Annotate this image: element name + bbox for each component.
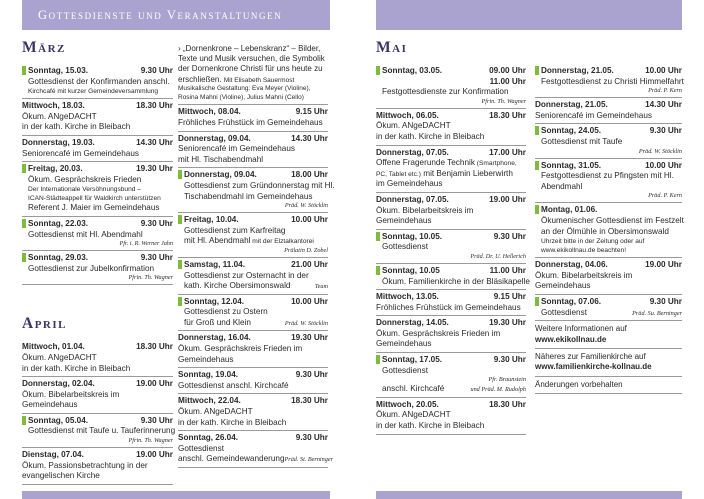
event-header [28,253,173,264]
event-small: www.ekikollnau.de beachten! [541,247,627,255]
event-item [376,353,526,398]
event-line: Ökum. Gesprächskreis Frieden im [178,344,303,354]
event-line-small: mit der Elztalkantorei [250,238,314,246]
event-line: Gottesdienst [178,443,224,453]
event-line-text: Offene Fragerunde Technik [376,158,475,168]
event-time: 10.00 Uhr [291,215,328,225]
event-credit: Präd. St. Berninger [284,456,333,464]
event-line [376,158,526,169]
event-date: Samstag, 11.04. [184,259,245,269]
month-title-may: Mai [376,39,408,56]
event-line: Ökum. Bibelarbeitskreis im [535,270,633,280]
event-header [376,292,526,303]
event-line: Gottesdienst [382,365,428,375]
info-text: Weitere Informationen auf [535,324,627,334]
event-header [22,450,173,461]
event-header [376,400,526,411]
event-date: Montag, 01.06. [541,205,598,215]
event-line: Gemeindehaus [376,216,432,226]
event-time: 19.30 Uhr [489,318,526,328]
event-header [535,100,682,111]
event-item [178,132,328,169]
event-header [22,342,173,353]
event-line: Seniorencafé im Gemeindehaus [535,110,652,120]
event-line: Seniorencafé im Gemeindehaus [22,148,139,158]
event-header [535,260,682,271]
event-time: 19.00 Uhr [645,260,682,270]
event-item [376,230,526,264]
event-header [28,416,173,427]
cont-line: Texte und Musik versuchen, die Symbolik [178,54,325,64]
event-header [541,297,682,308]
event-item [22,340,173,377]
event-credit: Präd. Dr. U. Hellerich [470,252,526,260]
event-item [376,316,526,353]
event-header [376,318,526,329]
event-date: Mittwoch, 08.04. [178,107,241,117]
event-line: Ökum. Passionsbetrachtung in der [22,460,148,470]
event-date: Sonntag, 03.05. [382,66,443,75]
event-line: Gemeindehaus [535,281,591,291]
event-date: Sonntag, 17.05. [382,355,443,365]
footer-band-right [376,491,682,499]
info-familienkirche [535,349,682,377]
event-date: Dienstag, 07.04. [22,450,84,460]
column-april-cont [178,44,335,468]
event-item [535,98,682,124]
event-line: Gottesdienst mit Taufe [541,136,623,146]
cont-small: Rosina Mahni (Violine), Julius Mahni (Cello) [178,93,304,101]
event-line: Ökum. ANgeDACHT [376,410,451,420]
event-line: Tischabendmahl im Gemeindehaus [184,191,313,201]
cont-small: Musikalische Gestaltung: Eva Meyer (Violine), [178,85,311,93]
event-line: Gemeindehaus [376,339,432,349]
event-header [376,111,526,122]
event-line: Gottesdienst zur Jubelkonfirmation [28,263,155,273]
event-line: Gemeindehaus [22,400,78,410]
event-date: Donnerstag, 19.03. [22,137,95,147]
event-item [22,251,173,285]
event-line: Gottesdienst zu Ostern [184,307,268,317]
event-time: 10.00 Uhr [645,66,682,75]
cont-small: Mit Elisabeth Sauermost [223,76,295,84]
event-credit: Präd. W. Stöcklin [284,202,328,210]
event-line: in der kath. Kirche in Bleibach [376,131,485,141]
event-header [28,164,173,175]
right-page [352,0,704,499]
event-date: Mittwoch, 13.05. [376,292,439,302]
event-credit: Pfr. Braunstein [488,376,526,384]
event-list-april-2 [178,105,335,468]
event-list-march [22,64,173,285]
event-credit: Präd. P. Kern [648,192,682,200]
event-date: Sonntag, 15.03. [28,66,89,75]
event-time: 14.30 Uhr [291,133,328,143]
cont-line: › „Dornenkrone – Lebenskranz“ – Bilder, [178,44,321,53]
event-line: im Gemeindehaus [376,179,443,189]
month-title-march: März [22,39,66,56]
event-date: Sonntag, 26.04. [178,433,239,443]
event-credit: und Präd. M. Rudolph [470,386,526,394]
event-line [178,454,333,465]
event-line: Fröhliches Frühstück im Gemeindehaus [178,117,323,127]
event-line: Ökum. ANgeDACHT [22,111,97,121]
event-date: Freitag, 10.04. [184,215,239,225]
event-time: 9.30 Uhr [140,415,173,425]
header-band-right [376,0,682,30]
event-line-text: mit Benjamin Lieberwirth [420,168,513,178]
event-line: Gottesdienst zur Osternacht in der [184,270,309,280]
event-line: an der Ölmühle in Obersimonswald [541,226,669,236]
event-header [376,148,526,159]
header-band-left [22,0,330,30]
event-line: Ökum. Gesprächskreis Frieden [28,174,142,184]
event-line: Ökum. Familienkirche in der Bläsikapelle [382,276,530,286]
event-date: Donnerstag, 09.04. [184,170,257,180]
event-header [178,333,328,344]
event-header [382,266,526,277]
event-header [376,195,526,206]
event-item [376,290,526,316]
event-line: Festgottesdienst zu Christi Himmelfahrt [541,76,684,86]
event-item [22,448,173,485]
info-text: Änderungen vorbehalten [535,379,623,389]
event-line: in der kath. Kirche in Bleibach [22,122,131,132]
event-item [178,213,328,258]
event-header [184,260,328,271]
footer-band-left [22,491,330,499]
info-ekikollnau [535,321,682,349]
continued-event-text [178,44,328,105]
event-line: Ökum. ANgeDACHT [376,121,451,131]
info-text: Näheres zur Familienkirche auf [535,351,646,361]
event-time: 19.30 Uhr [136,164,173,174]
event-time: 9.15 Uhr [295,107,328,117]
event-item [178,105,328,131]
event-line-text: Gottesdienst [541,307,587,317]
event-date: Donnerstag, 21.05. [541,66,614,75]
event-date: Sonntag, 10.05. [382,231,443,241]
event-list-april [22,340,176,485]
event-line: Festgottesdienste zur Konfirmation [382,87,509,97]
event-line-small: PC, Tablet etc.) [376,170,421,178]
month-title-april: April [22,315,67,333]
event-time: 11.00 Uhr [489,265,526,275]
event-line [541,308,682,319]
event-list-may-june [535,64,682,321]
event-header [184,170,328,181]
event-date: Sonntag, 29.03. [28,253,89,263]
event-time: 17.00 Uhr [489,147,526,157]
event-date: Donnerstag, 16.04. [178,333,251,343]
event-date: Mittwoch, 06.05. [376,110,439,120]
event-time: 19.00 Uhr [489,194,526,204]
event-item [535,258,682,295]
event-time: 14.30 Uhr [136,137,173,147]
event-item [22,99,173,136]
event-time: 9.30 Uhr [140,66,173,75]
event-date: Sonntag, 12.04. [184,296,245,306]
event-line [184,318,328,329]
event-line: Ökum. ANgeDACHT [22,352,97,362]
event-line: Ökum. Gesprächskreis Frieden im [376,328,501,338]
event-date: Mittwoch, 20.05. [376,399,439,409]
event-header [178,433,328,444]
event-line: Fröhliches Frühstück im Gemeindehaus [376,302,521,312]
event-item [22,64,173,99]
event-line: in der kath. Kirche in Bleibach [22,363,131,373]
event-item [376,398,526,435]
event-header [541,66,682,77]
event-header [22,101,173,112]
info-link[interactable]: www.ekikollnau.de [535,334,607,344]
event-credit: Präd. Su. Berninger [632,309,682,317]
event-item [535,64,682,98]
event-time: 19.00 Uhr [136,450,173,460]
event-header-2 [382,77,526,88]
event-time: 19.00 Uhr [136,379,173,389]
event-line: Gottesdienst der Konfirmanden anschl. [28,76,170,86]
event-date: Sonntag, 24.05. [541,126,602,136]
event-credit: Präd. W. Stöcklin [284,319,328,327]
event-date: Sonntag, 22.03. [28,218,89,228]
event-item [535,124,682,158]
event-date: Sonntag, 07.06. [541,296,602,306]
event-line [382,376,526,384]
event-date: Sonntag, 19.04. [178,370,239,380]
event-time: 14.30 Uhr [645,100,682,110]
event-item [535,295,682,321]
event-line: Gottesdienst zum Karfreitag [184,225,286,235]
event-line: Gottesdienst mit Hl. Abendmahl [28,229,143,239]
event-item [22,377,173,414]
event-item [178,368,328,394]
cont-line: der Dornenkrone Christi für uns heute zu [178,64,323,74]
event-credit: Pfrin. Th. Wagner [128,274,173,282]
event-item [376,109,526,146]
event-date: Donnerstag, 02.04. [22,379,95,389]
event-time: 9.30 Uhr [649,296,682,306]
event-date: Donnerstag, 07.05. [376,194,449,204]
event-item [22,136,173,162]
event-time: 18.30 Uhr [291,396,328,406]
event-time: 9.30 Uhr [295,370,328,380]
event-small: ICAN-Städteappell für Waldkirch unterstützen [28,195,161,203]
event-time: 9.15 Uhr [493,292,526,302]
event-line: Ökum. Bibelarbeitskreis im [376,205,474,215]
event-credit: Pfrin. Th. Wagner [128,437,173,445]
event-time: 18.00 Uhr [291,170,328,180]
event-line: Gemeindehaus [178,354,234,364]
event-item [178,258,328,295]
event-header [541,126,682,137]
event-time: 11.00 Uhr [489,76,526,86]
event-header [22,138,173,149]
event-time: 10.00 Uhr [645,160,682,170]
event-line [382,384,526,395]
event-line: Gottesdienst mit Taufe u. Tauferinnerung [28,426,176,436]
event-item [376,193,526,230]
event-header [178,134,328,145]
event-time: 18.30 Uhr [136,342,173,352]
event-line: Ökum. ANgeDACHT [178,407,253,417]
event-item [535,203,682,258]
event-line: Abendmahl [541,181,583,191]
event-small: Der Internationale Versöhnungsbund – [28,186,141,194]
event-item [376,264,530,290]
event-time: 18.30 Uhr [489,399,526,409]
event-line: Seniorencafé im Gemeindehaus [178,144,295,154]
event-date: Sonntag, 10.05 [382,265,440,275]
event-list-may [376,64,530,435]
event-date: Mittwoch, 22.04. [178,396,241,406]
event-item [178,168,335,213]
event-header [28,219,173,230]
event-line-text: für Groß und Klein [184,317,251,327]
column-march-april [22,39,176,485]
event-small: Uhrzeit bitte in der Zeitung oder auf [541,238,645,246]
cont-line: erschließen. [178,74,222,84]
event-line-text: anschl. Gemeindewanderung [178,454,285,464]
event-line: Referent J. Maier im Gemeindehaus [28,203,160,213]
event-small: Kirchcafé mit kurzer Gemeindeversammlung [28,88,159,96]
event-item [376,146,526,193]
event-date: Donnerstag, 07.05. [376,147,449,157]
event-header [184,215,328,226]
event-line: Gottesdienst [382,242,428,252]
event-item [535,159,682,204]
event-line: evangelischen Kirche [22,471,100,481]
event-header [382,355,526,366]
event-time: 21.00 Uhr [291,259,328,269]
event-header [178,370,328,381]
event-header [541,161,682,172]
event-date: Sonntag, 31.05. [541,160,602,170]
event-line: Festgottesdienst zu Pfingsten mit Hl. [541,171,674,181]
info-link[interactable]: www.familienkirche-kollnau.de [535,362,652,372]
event-line-small: (Smartphone, [474,160,517,168]
event-item [22,217,173,251]
event-line: Ökumenischer Gottesdienst im Festzelt [541,215,684,225]
event-header [178,396,328,407]
event-header [28,66,173,77]
event-time: 10.00 Uhr [291,296,328,306]
event-time: 9.30 Uhr [649,126,682,136]
event-line: mit Hl. Tischabendmahl [178,154,264,164]
column-may [376,39,530,435]
event-item [178,331,328,368]
event-header [382,66,526,77]
event-line-text: kath. Kirche Obersimonswald [184,281,291,291]
header-title-left: Gottesdienste und Veranstaltungen [38,8,283,22]
event-time: 18.30 Uhr [136,101,173,111]
event-line: Gottesdienst anschl. Kirchcafé [178,380,289,390]
event-line: Ökum. Bibelarbeitskreis im [22,389,120,399]
event-credit: Präd. P. Kern [648,87,682,95]
event-credit: Prälatin D. Zobel [284,246,328,254]
event-time: 9.30 Uhr [493,355,526,365]
event-date: Donnerstag, 09.04. [178,133,251,143]
event-date: Donnerstag, 04.06. [535,260,608,270]
event-time: 9.30 Uhr [140,253,173,263]
event-line: Gottesdienst zum Gründonnerstag mit Hl. [184,180,335,190]
column-may-june [535,64,682,394]
event-header [184,297,328,308]
event-date: Freitag, 20.03. [28,164,83,174]
event-item [376,64,526,109]
event-credit: Präd. W. Stöcklin [638,147,682,155]
event-date: Donnerstag, 21.05. [535,100,608,110]
event-header [178,107,328,118]
info-changes [535,377,682,394]
event-time: 09.00 Uhr [489,66,526,75]
event-line [376,169,526,180]
event-time: 18.30 Uhr [489,110,526,120]
event-date: Mittwoch, 18.03. [22,101,85,111]
event-header [22,379,173,390]
event-header [382,232,526,243]
event-line [184,281,328,292]
event-date: Donnerstag, 14.05. [376,318,449,328]
event-item [22,414,176,448]
event-item [22,162,173,217]
event-line: in der kath. Kirche in Bleibach [376,421,485,431]
event-credit: Pfrin. Th. Wagner [481,97,526,105]
event-date: Sonntag, 05.04. [28,415,89,425]
event-date: Mittwoch, 01.04. [22,342,85,352]
event-credit: Pfr. i. R. Werner Jahn [119,240,173,248]
event-time: 9.30 Uhr [493,231,526,241]
event-item [178,295,328,332]
event-time: 9.30 Uhr [140,218,173,228]
event-time: 19.30 Uhr [291,333,328,343]
event-line-text: anschl. Kirchcafé [382,384,445,394]
event-line: in der kath. Kirche in Bleibach [178,417,287,427]
event-line-text: mit Hl. Abendmahl [184,236,251,246]
event-item [178,394,328,431]
event-item [178,431,333,468]
event-credit: Team [314,283,328,291]
event-header [541,205,682,216]
event-line [184,236,328,247]
event-time: 9.30 Uhr [295,433,328,443]
